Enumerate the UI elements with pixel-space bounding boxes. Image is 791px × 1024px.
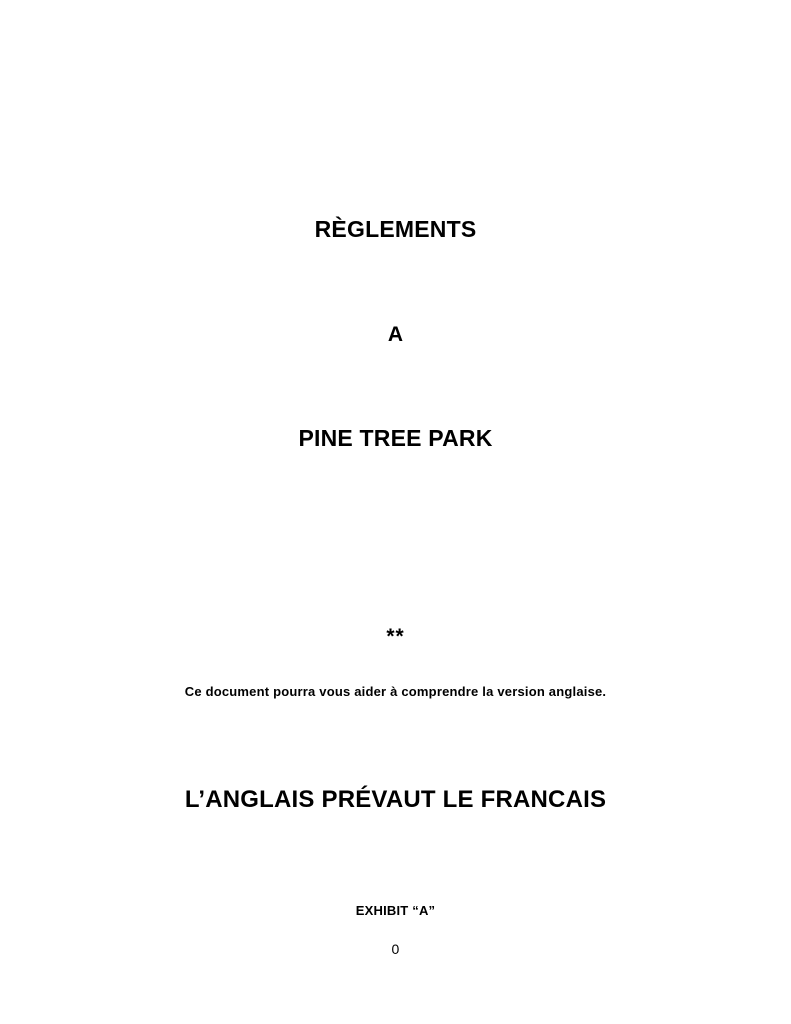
document-title: RÈGLEMENTS bbox=[314, 216, 477, 242]
language-precedence-statement: L’ANGLAIS PRÉVAUT LE FRANCAIS bbox=[184, 786, 607, 813]
separator-asterisks: ** bbox=[386, 625, 405, 648]
french-version-note: Ce document pourra vous aider à comprendre la version anglaise. bbox=[184, 684, 607, 699]
title-subject: PINE TREE PARK bbox=[298, 425, 493, 451]
title-connector: A bbox=[387, 323, 404, 346]
page-number: 0 bbox=[391, 941, 400, 957]
exhibit-label: EXHIBIT “A” bbox=[355, 903, 436, 918]
